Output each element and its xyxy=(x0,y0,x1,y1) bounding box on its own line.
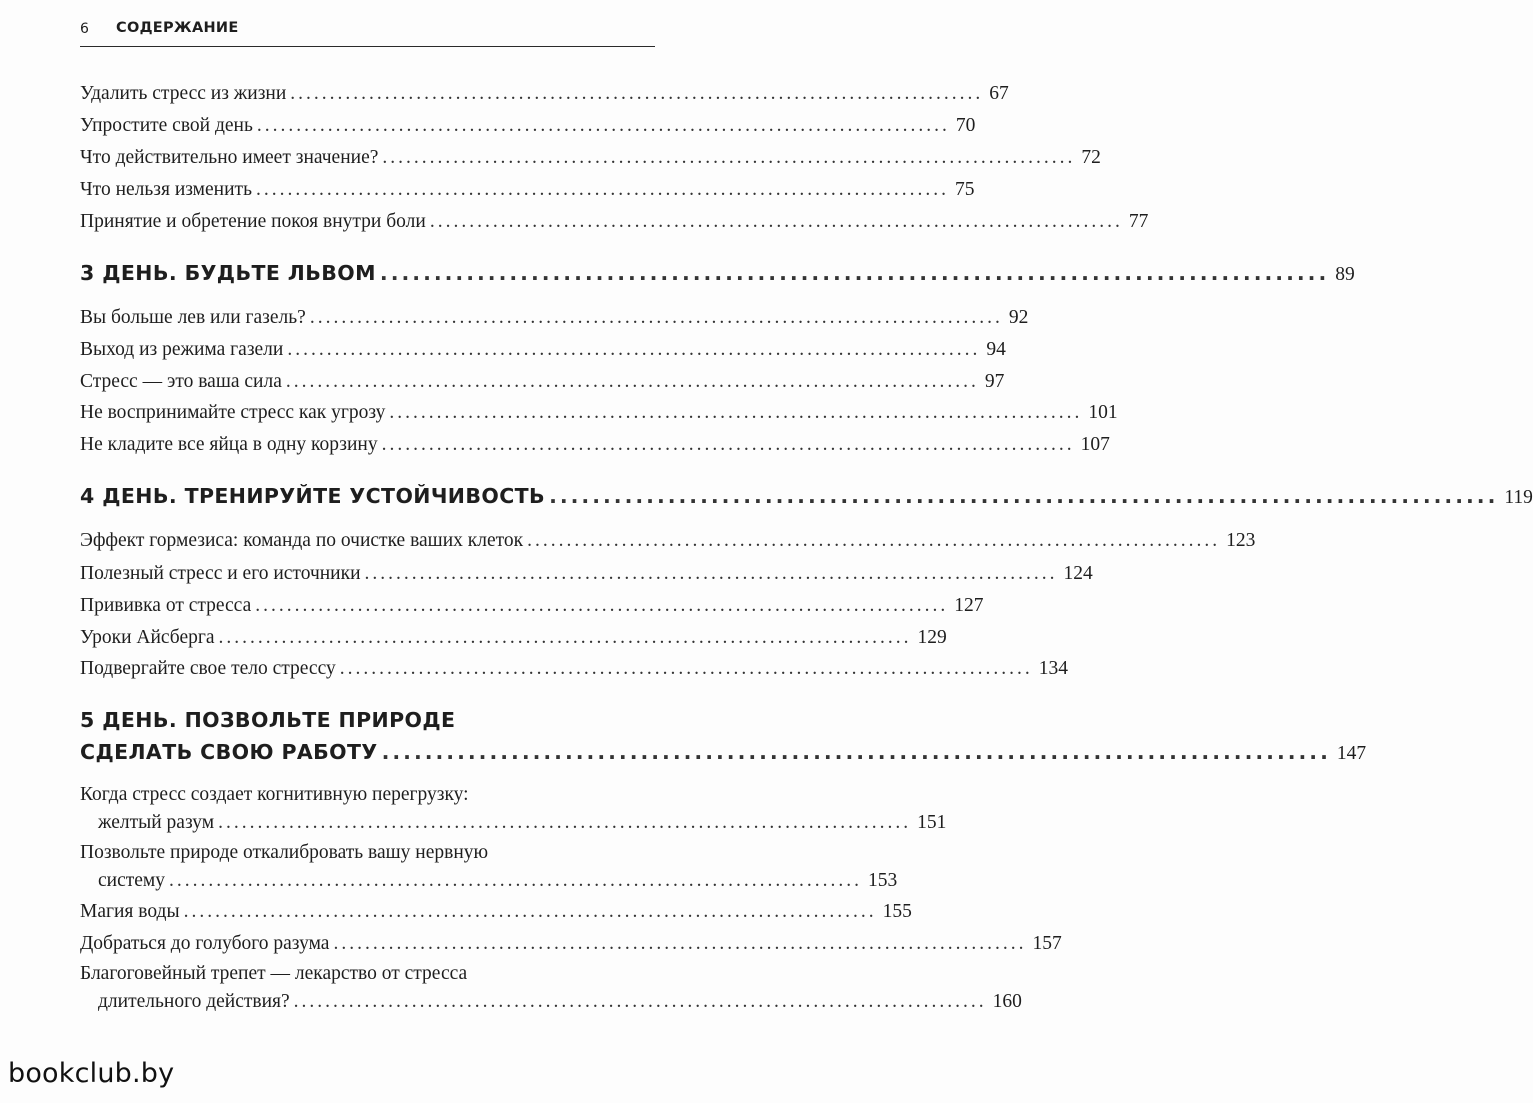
toc-entry[interactable] xyxy=(80,401,1118,425)
chapter-page: 147 xyxy=(1336,743,1367,764)
toc-entry-title: Выход из режима газели xyxy=(80,339,284,360)
toc-entry-title: Удалить стресс из жизни xyxy=(80,83,287,104)
toc-leader-dots: ........................................................................................ xyxy=(549,484,1499,508)
toc-entry-title: Вы больше лев или газель? xyxy=(80,307,306,328)
toc-entry[interactable] xyxy=(80,811,947,835)
header-title: СОДЕРЖАНИЕ xyxy=(116,20,239,36)
toc-leader-dots: ........................................................................................ xyxy=(256,115,950,136)
toc-entry-title: Магия воды xyxy=(80,901,180,922)
toc-entry-page: 70 xyxy=(955,115,976,136)
toc-leader-dots: ........................................................................................ xyxy=(255,595,949,616)
toc-entry[interactable] xyxy=(80,626,947,650)
toc-entry-title: Упростите свой день xyxy=(80,115,253,136)
toc-entry-page: 92 xyxy=(1008,307,1029,328)
toc-entry-page: 160 xyxy=(992,991,1022,1012)
toc-entry-page: 97 xyxy=(984,371,1005,392)
toc-entry-page: 77 xyxy=(1128,211,1149,232)
toc-entry[interactable] xyxy=(80,990,1022,1014)
toc-entry[interactable] xyxy=(80,306,1029,330)
running-header xyxy=(80,20,655,47)
toc-entry[interactable] xyxy=(80,869,898,893)
toc-entry-title-cont: длительного действия? xyxy=(98,991,290,1012)
toc-leader-dots: ........................................................................................ xyxy=(218,812,912,833)
toc-entry-page: 67 xyxy=(989,83,1009,104)
toc-entry[interactable] xyxy=(80,900,912,924)
toc-leader-dots: ........................................................................................ xyxy=(381,740,1331,764)
watermark: bookclub.by xyxy=(8,1058,175,1089)
toc-leader-dots: ........................................................................................ xyxy=(183,901,877,922)
toc-entry-page: 151 xyxy=(917,812,947,833)
toc-entry[interactable] xyxy=(80,146,1101,170)
toc-leader-dots: ........................................................................................ xyxy=(287,339,981,360)
toc-leader-dots: ........................................................................................ xyxy=(382,147,1076,168)
toc-entry-page: 72 xyxy=(1081,147,1101,168)
toc-leader-dots: ........................................................................................ xyxy=(339,658,1033,679)
toc-leader-dots: ........................................................................................ xyxy=(389,402,1083,423)
chapter-page: 119 xyxy=(1504,487,1533,508)
toc-entry-title: Добраться до голубого разума xyxy=(80,933,330,954)
toc-entry-page: 124 xyxy=(1063,563,1093,584)
toc-entry-page: 157 xyxy=(1032,933,1062,954)
header-page-number: 6 xyxy=(80,21,89,37)
toc-entry-line1[interactable]: Позвольте природе откалибровать вашу нервную xyxy=(80,842,489,863)
toc-leader-dots: ........................................................................................ xyxy=(527,530,1221,551)
toc-entry-page: 75 xyxy=(954,179,975,200)
toc-leader-dots: ........................................................................................ xyxy=(379,261,1330,285)
toc-entry-page: 127 xyxy=(954,595,984,616)
toc-leader-dots: ........................................................................................ xyxy=(290,83,984,104)
toc-entry-page: 134 xyxy=(1038,658,1068,679)
toc-entry[interactable] xyxy=(80,594,984,618)
toc-leader-dots: ........................................................................................ xyxy=(255,179,949,200)
toc-entry[interactable] xyxy=(80,82,1009,106)
toc-entry-title: Подвергайте свое тело стрессу xyxy=(80,658,336,679)
toc-entry[interactable] xyxy=(80,932,1062,956)
chapter-page: 89 xyxy=(1335,264,1355,285)
toc-entry-title: Принятие и обретение покоя внутри боли xyxy=(80,211,426,232)
toc-chapter-3[interactable] xyxy=(80,258,1355,290)
toc-entry-title: Полезный стресс и его источники xyxy=(80,563,361,584)
toc-entry-page: 123 xyxy=(1226,530,1256,551)
toc-entry-title: Эффект гормезиса: команда по очистке ваших клеток xyxy=(80,530,524,551)
toc-entry-title: Не воспринимайте стресс как угрозу xyxy=(80,402,386,423)
toc-entry[interactable] xyxy=(80,529,1256,553)
toc-entry-line1[interactable]: Когда стресс создает когнитивную перегрузку: xyxy=(80,784,469,805)
toc-entry[interactable] xyxy=(80,433,1110,457)
toc-leader-dots: ........................................................................................ xyxy=(381,434,1075,455)
toc-entry-title: Стресс — это ваша сила xyxy=(80,371,282,392)
toc-entry-title: Что нельзя изменить xyxy=(80,179,252,200)
toc-entry[interactable] xyxy=(80,338,1006,362)
toc-entry-page: 107 xyxy=(1080,434,1110,455)
chapter-title: 4 ДЕНЬ. ТРЕНИРУЙТЕ УСТОЙЧИВОСТЬ xyxy=(80,484,546,508)
toc-entry[interactable] xyxy=(80,178,975,202)
toc-entry-title: Что действительно имеет значение? xyxy=(80,147,379,168)
toc-leader-dots: ........................................................................................ xyxy=(429,211,1123,232)
toc-leader-dots: ........................................................................................ xyxy=(309,307,1003,328)
toc-entry-title-cont: желтый разум xyxy=(98,812,215,833)
toc-entry-title: Уроки Айсберга xyxy=(80,627,215,648)
toc-entry-page: 155 xyxy=(882,901,912,922)
toc-leader-dots: ........................................................................................ xyxy=(285,371,979,392)
toc-entry[interactable] xyxy=(80,210,1149,234)
chapter-title: 3 ДЕНЬ. БУДЬТЕ ЛЬВОМ xyxy=(80,261,376,285)
toc-chapter-5[interactable] xyxy=(80,737,1367,769)
toc-entry-page: 101 xyxy=(1088,402,1118,423)
toc-leader-dots: ........................................................................................ xyxy=(293,991,987,1012)
toc-entry-line1[interactable]: Благоговейный трепет — лекарство от стресса xyxy=(80,963,468,984)
toc-entry-page: 129 xyxy=(917,627,947,648)
toc-leader-dots: ........................................................................................ xyxy=(169,870,863,891)
toc-entry-title: Прививка от стресса xyxy=(80,595,252,616)
toc-leader-dots: ........................................................................................ xyxy=(218,627,912,648)
toc-leader-dots: ........................................................................................ xyxy=(333,933,1027,954)
chapter-title-line1[interactable]: 5 ДЕНЬ. ПОЗВОЛЬТЕ ПРИРОДЕ xyxy=(80,708,456,732)
chapter-title-line2: СДЕЛАТЬ СВОЮ РАБОТУ xyxy=(80,740,378,764)
toc-entry[interactable] xyxy=(80,657,1068,681)
toc-entry-page: 153 xyxy=(868,870,898,891)
toc-entry[interactable] xyxy=(80,370,1005,394)
toc-entry-page: 94 xyxy=(986,339,1006,360)
toc-chapter-4[interactable] xyxy=(80,481,1533,513)
toc-leader-dots: ........................................................................................ xyxy=(364,563,1058,584)
toc-entry-title-cont: систему xyxy=(98,870,166,891)
toc-entry[interactable] xyxy=(80,562,1093,586)
toc-entry[interactable] xyxy=(80,114,976,138)
toc-entry-title: Не кладите все яйца в одну корзину xyxy=(80,434,378,455)
